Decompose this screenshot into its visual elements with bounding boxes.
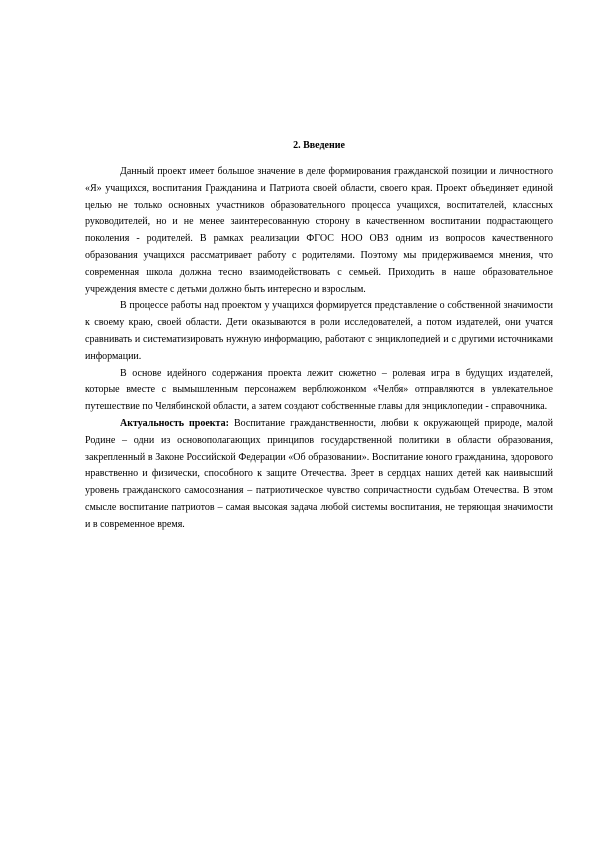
paragraph-lead-label: Актуальность проекта: [120, 417, 229, 429]
paragraph-idea-content [85, 366, 553, 416]
paragraph-introduction [85, 164, 553, 298]
paragraph-text: В основе идейного содержания проекта лежит сюжетно – ролевая игра в будущих издателей, которые вместе с вымышленным персонажем верблюжонком «Челбя» отправляются в увлекательное путешествие по Челябинской области, а затем создают собственные главы для энциклопедии - справочника. [85, 367, 553, 413]
paragraph-text: Воспитание гражданственности, любви к окружающей природе, малой Родине – одни из основополагающих принципов государственной политики в области образования, закрепленный в Законе Российской Федерации «Об образовании». Воспитание юного гражданина, здорового нравственно и физически, способного к защите Отечества. Зреет в сердцах наших детей как наивысший уровень гражданского самосознания – патриотическое чувство сопричастности судьбам Отечества. В этом смысле воспитание патриотов – самая высокая задача любой системы воспитания, не теряющая значимости и в современное время. [85, 417, 554, 530]
paragraph-project-work [85, 298, 553, 365]
paragraph-text: Данный проект имеет большое значение в деле формирования гражданской позиции и личностного «Я» учащихся, воспитания Гражданина и Патриота своей области, своего края. Проект объединяет единой целью не только основных участников образовательного процесса учащихся, воспитателей, классных руководителей, но и не менее заинтересованную сторону в качественном воспитании подрастающего поколения - родителей. В рамках реализации ФГОС НОО ОВЗ одним из вопросов качественного образования учащихся рассматривает работу с родителями. Поэтому мы придерживаемся мнения, что современная школа должна тесно взаимодействовать с семьей. Приходить в наше образовательное учреждения вместе с детьми должно быть интересно и взрослым. [85, 166, 553, 295]
document-body [85, 140, 553, 534]
section-heading: 2. Введение [293, 140, 345, 151]
paragraph-relevance [85, 416, 553, 534]
paragraph-text: В процессе работы над проектом у учащихся формируется представление о собственной значимости к своему краю, своей области. Дети оказываются в роли исследователей, а потом издателей, они учатся сравнивать и систематизировать нужную информацию, работают с энциклопедией и с другими источниками информации. [85, 300, 553, 362]
